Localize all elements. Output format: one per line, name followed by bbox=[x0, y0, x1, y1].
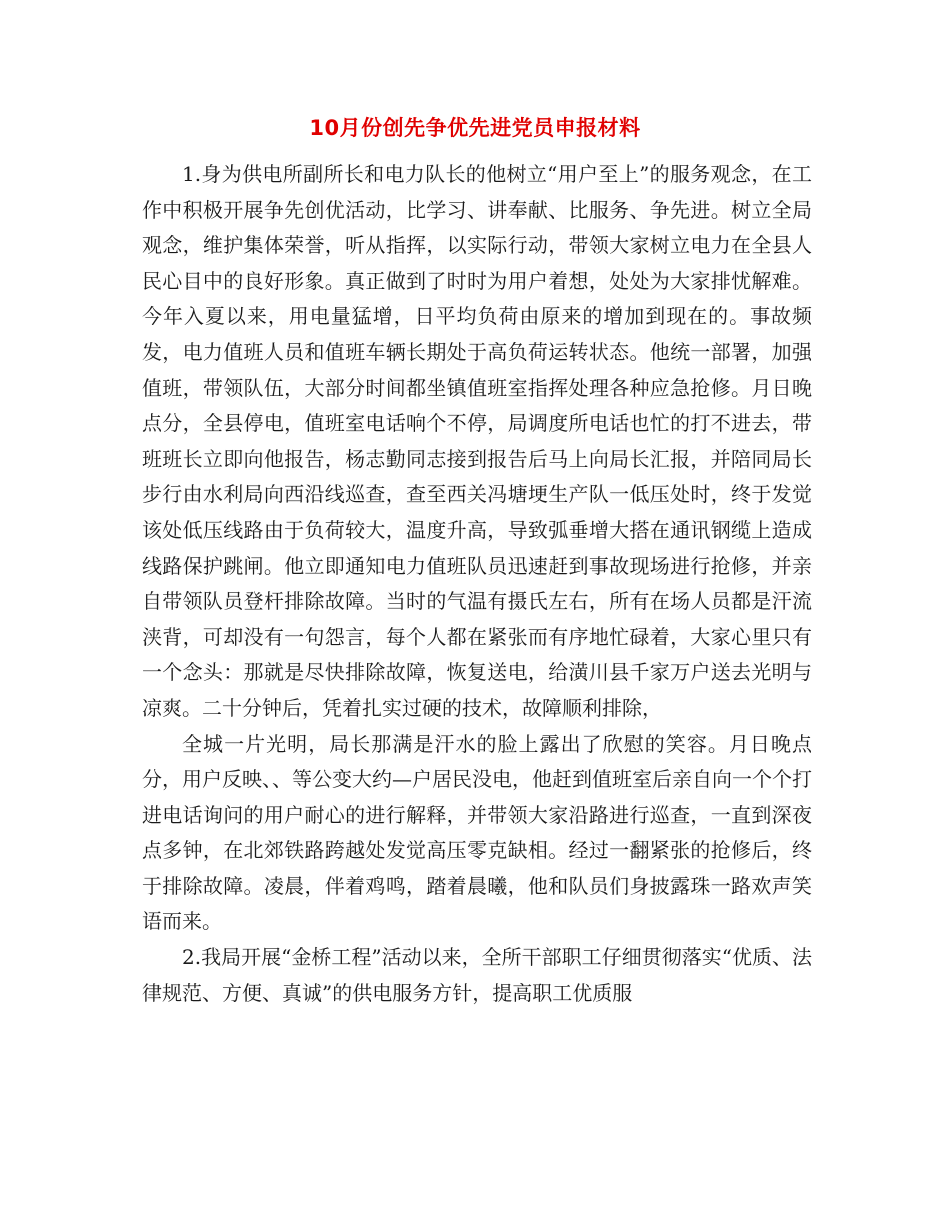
document-title: 10月份创先争优先进党员申报材料 bbox=[309, 116, 641, 140]
paragraph-2: 全城一片光明，局长那满是汗水的脸上露出了欣慰的笑容。月日晚点分，用户反映、、等公变大约—户居民没电，他赶到值班室后亲自向一个个打进电话询问的用户耐心的进行解释，并带领大家沿路进行巡查，一直到深夜点多钟，在北郊铁路跨越处发觉高压零克缺相。经过一翻紧张的抢修后，终于排除故障。凌晨，伴着鸡鸣，踏着晨曦，他和队员们身披露珠一路欢声笑语而来。 bbox=[142, 731, 812, 934]
paragraph-3: 2.我局开展“金桥工程”活动以来，全所干部职工仔细贯彻落实“优质、法律规范、方便、真诚”的供电服务方针，提高职工优质服 bbox=[142, 945, 812, 1005]
paragraph-1: 1.身为供电所副所长和电力队长的他树立“用户至上”的服务观念，在工作中积极开展争先创优活动，比学习、讲奉献、比服务、争先进。树立全局观念，维护集体荣誉，听从指挥，以实际行动，带领大家树立电力在全县人民心目中的良好形象。真正做到了时时为用户着想，处处为大家排忧解难。今年入夏以来，用电量猛增，日平均负荷由原来的增加到现在的。事故频发，电力值班人员和值班车辆长期处于高负荷运转状态。他统一部署，加强值班，带领队伍，大部分时间都坐镇值班室指挥处理各种应急抢修。月日晚点分，全县停电，值班室电话响个不停，局调度所电话也忙的打不进去，带班班长立即向他报告，杨志勤同志接到报告后马上向局长汇报，并陪同局长步行由水利局向西沿线巡查，查至西关冯塘埂生产队一低压处时，终于发觉该处低压线路由于负荷较大，温度升高，导致弧垂增大搭在通讯钢缆上造成线路保护跳闸。他立即通知电力值班队员迅速赶到事故现场进行抢修，并亲自带领队员登杆排除故障。当时的气温有摄氏左右，所有在场人员都是汗流浃背，可却没有一句怨言，每个人都在紧张而有序地忙碌着，大家心里只有一个念头：那就是尽快排除故障，恢复送电，给潢川县千家万户送去光明与凉爽。二十分钟后，凭着扎实过硬的技术，故障顺利排除， bbox=[142, 162, 812, 720]
document-body bbox=[142, 157, 812, 1011]
